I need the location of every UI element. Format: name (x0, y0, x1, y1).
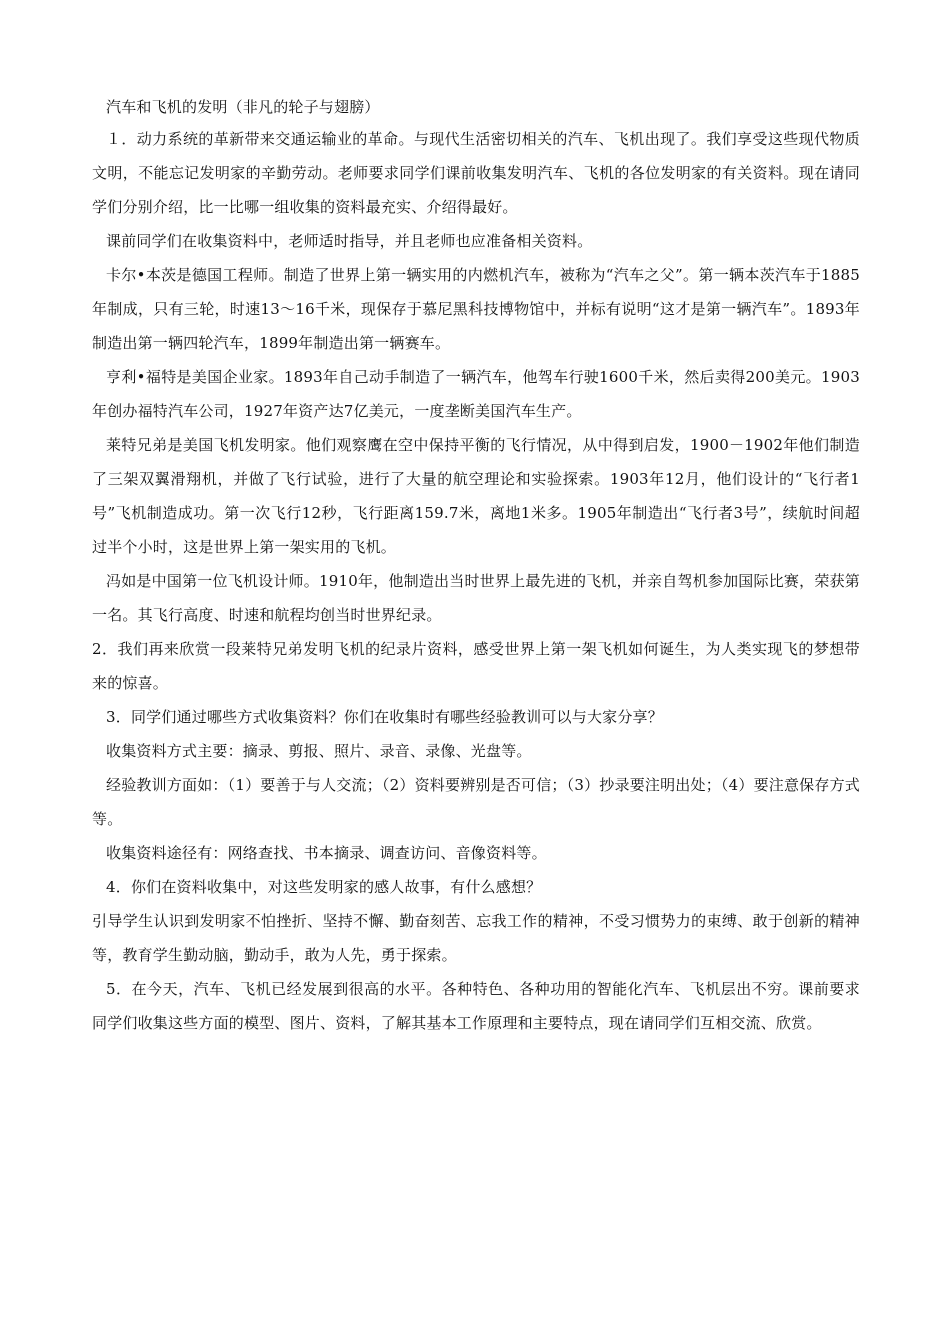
paragraph-feng-ru: 冯如是中国第一位飞机设计师。1910年，他制造出当时世界上最先进的飞机，并亲自驾机参加国际比赛，荣获第一名。其飞行高度、时速和航程均创当时世界纪录。 (92, 572, 860, 624)
paragraph-item-3: 3．同学们通过哪些方式收集资料？你们在收集时有哪些经验教训可以与大家分享？ (106, 708, 663, 726)
paragraph-benz: 卡尔•本茨是德国工程师。制造了世界上第一辆实用的内燃机汽车，被称为“汽车之父”。第一辆本茨汽车于1885年制成，只有三轮，时速13～16千米，现保存于慕尼黑科技博物馆中，并标有说明“这才是第一辆汽车”。1893年制造出第一辆四轮汽车，1899年制造出第一辆赛车。 (92, 266, 860, 352)
paragraph-item-5: 5．在今天，汽车、飞机已经发展到很高的水平。各种特色、各种功用的智能化汽车、飞机层出不穷。课前要求同学们收集这些方面的模型、图片、资料，了解其基本工作原理和主要特点，现在请同学们互相交流、欣赏。 (92, 980, 860, 1032)
paragraph-collection-methods: 收集资料方式主要：摘录、剪报、照片、录音、录像、光盘等。 (106, 742, 532, 760)
paragraph-intro: １．动力系统的革新带来交通运输业的革命。与现代生活密切相关的汽车、飞机出现了。我们享受这些现代物质文明，不能忘记发明家的辛勤劳动。老师要求同学们课前收集发明汽车、飞机的各位发明家的有关资料。现在请同学们分别介绍，比一比哪一组收集的资料最充实、介绍得最好。 (92, 130, 860, 216)
paragraph-item-4: 4．你们在资料收集中，对这些发明家的感人故事，有什么感想？ (106, 878, 542, 896)
paragraph-teacher-guide: 课前同学们在收集资料中，老师适时指导，并且老师也应准备相关资料。 (106, 232, 593, 250)
paragraph-collection-channels: 收集资料途径有：网络查找、书本摘录、调查访问、音像资料等。 (106, 844, 547, 862)
document-title: 汽车和飞机的发明（非凡的轮子与翅膀） (106, 98, 380, 116)
paragraph-wright-brothers: 莱特兄弟是美国飞机发明家。他们观察鹰在空中保持平衡的飞行情况，从中得到启发，1900－1902年他们制造了三架双翼滑翔机，并做了飞行试验，进行了大量的航空理论和实验探索。1903年12月，他们设计的“飞行者1号”飞机制造成功。第一次飞行12秒，飞行距离159.7米，离地1米多。1905年制造出“飞行者3号”，续航时间超过半个小时，这是世界上第一架实用的飞机。 (92, 436, 860, 556)
paragraph-guidance: 引导学生认识到发明家不怕挫折、坚持不懈、勤奋刻苦、忘我工作的精神，不受习惯势力的束缚、敢于创新的精神等，教育学生勤动脑，勤动手，敢为人先，勇于探索。 (92, 912, 860, 964)
paragraph-ford: 亨利•福特是美国企业家。1893年自己动手制造了一辆汽车，他驾车行驶1600千米，然后卖得200美元。1903年创办福特汽车公司，1927年资产达7亿美元，一度垄断美国汽车生产。 (92, 368, 860, 420)
document-body (92, 92, 860, 1040)
paragraph-item-2: 2．我们再来欣赏一段莱特兄弟发明飞机的纪录片资料，感受世界上第一架飞机如何诞生，为人类实现飞的梦想带来的惊喜。 (92, 640, 860, 692)
paragraph-lessons: 经验教训方面如：（1）要善于与人交流；（2）资料要辨别是否可信；（3）抄录要注明出处；（4）要注意保存方式等。 (92, 776, 860, 828)
